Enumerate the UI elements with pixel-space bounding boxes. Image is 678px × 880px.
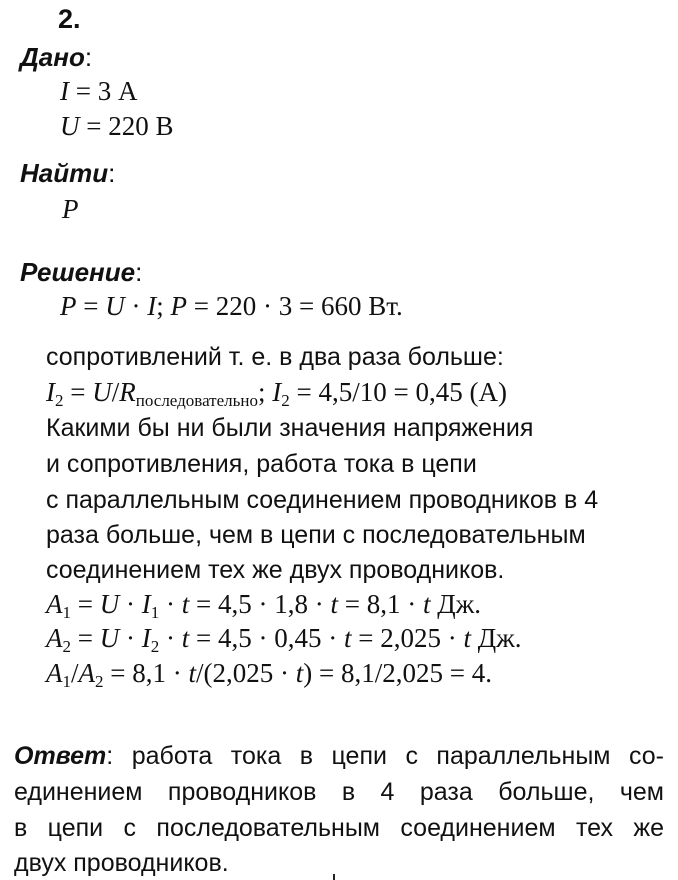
- eq-part: ·: [159, 623, 182, 653]
- eq-a: A: [46, 623, 63, 653]
- var-p: P: [62, 194, 79, 224]
- eq-t: t: [343, 623, 352, 653]
- current-value: = 3 А: [69, 76, 138, 106]
- eq-part: = 4,5 · 0,45 ·: [189, 623, 344, 653]
- eq-a: A: [78, 658, 96, 688]
- eq-i: I: [141, 623, 151, 653]
- eq-u: U: [99, 589, 120, 619]
- eq-sub: 1: [62, 672, 71, 691]
- given-current: [60, 78, 137, 105]
- body-line-6: раза больше, чем в цепи с последовательным: [46, 521, 586, 549]
- eq-a: A: [46, 589, 63, 619]
- answer-label: Ответ: [14, 742, 107, 770]
- eq-sub: 1: [62, 603, 71, 622]
- given-label: Дано: [20, 42, 85, 72]
- eq-part: = 2,025 ·: [351, 623, 464, 653]
- current-i2-equation: [46, 377, 507, 410]
- eq-part: =: [63, 377, 93, 407]
- eq-part: ;: [258, 377, 273, 407]
- eq-t: t: [295, 658, 304, 688]
- eq-part: ·: [119, 623, 142, 653]
- eq-t: t: [330, 589, 338, 619]
- work-a1-equation: [46, 589, 482, 622]
- find-value: [62, 196, 79, 223]
- eq-u: U: [99, 623, 120, 653]
- var-u: U: [60, 111, 80, 141]
- eq-i: I: [147, 291, 157, 321]
- eq-i: I: [272, 377, 282, 407]
- eq-p: P: [60, 291, 77, 321]
- eq-part: /(2,025 ·: [196, 658, 296, 688]
- answer-line-1: [14, 744, 664, 769]
- eq-sub: 2: [281, 391, 290, 410]
- eq-u: U: [105, 291, 125, 321]
- body-line-1: сопротивлений т. е. в два раза больше:: [46, 343, 504, 371]
- answer-colon: :: [106, 742, 114, 770]
- power-equation: [60, 293, 403, 320]
- eq-result: = 4,5/10 = 0,45 (А): [289, 377, 507, 407]
- body-line-3: Какими бы ни были значения напряжения: [46, 414, 534, 442]
- scan-speck: [333, 874, 335, 880]
- eq-part: = 4,5 · 1,8 ·: [189, 589, 331, 619]
- solution-heading: [20, 259, 142, 285]
- find-colon: :: [108, 158, 116, 188]
- eq-part: ·: [159, 589, 182, 619]
- eq-part: = 8,1 ·: [337, 589, 423, 619]
- eq-part: = 8,1 ·: [103, 658, 189, 688]
- body-line-5: с параллельным соединением проводников в 4: [46, 486, 599, 514]
- eq-part: =: [71, 623, 100, 653]
- eq-sub: 2: [62, 637, 71, 656]
- eq-part: ·: [119, 589, 142, 619]
- solution-colon: :: [135, 257, 143, 287]
- eq-t: t: [422, 589, 431, 619]
- voltage-value: = 220 В: [79, 111, 174, 141]
- answer-text-1: работа тока в цепи с параллельным со-: [131, 742, 664, 770]
- answer-line-4: двух проводников.: [14, 849, 229, 877]
- eq-i: I: [141, 589, 151, 619]
- eq-t: t: [463, 623, 471, 653]
- eq-sub: 2: [95, 672, 104, 691]
- find-label: Найти: [20, 158, 109, 188]
- eq-part: =: [76, 291, 106, 321]
- eq-t: t: [181, 589, 190, 619]
- eq-i: I: [46, 377, 55, 407]
- eq-result: = 220 · 3 = 660 Вт.: [187, 291, 403, 321]
- eq-unit: Дж.: [430, 589, 482, 619]
- problem-number: 2.: [58, 4, 81, 34]
- given-colon: :: [84, 42, 93, 72]
- eq-t: t: [188, 658, 196, 688]
- eq-sub: 2: [150, 637, 160, 656]
- eq-part: ·: [124, 291, 148, 321]
- eq-part: =: [71, 589, 100, 619]
- eq-u: U: [92, 377, 112, 407]
- find-heading: [20, 160, 115, 186]
- work-a2-equation: [46, 623, 522, 656]
- given-voltage: [60, 113, 174, 140]
- eq-sub: 1: [150, 603, 160, 622]
- eq-result: ) = 8,1/2,025 = 4.: [303, 658, 492, 688]
- body-line-7: соединением тех же двух проводников.: [46, 556, 505, 584]
- body-line-4: и сопротивления, работа тока в цепи: [46, 450, 477, 478]
- eq-unit: Дж.: [470, 623, 522, 653]
- eq-r: R: [119, 377, 136, 407]
- eq-part: /: [111, 377, 120, 407]
- eq-t: t: [181, 623, 190, 653]
- var-i: I: [60, 76, 69, 106]
- solution-label: Решение: [20, 257, 136, 287]
- eq-part: /: [71, 658, 79, 688]
- eq-part: ;: [156, 291, 171, 321]
- given-heading: [20, 44, 92, 70]
- answer-line-3: в цепи с последовательным соединением тех же: [14, 814, 664, 842]
- eq-p: P: [170, 291, 187, 321]
- answer-line-2: единением проводников в 4 раза больше, чем: [14, 778, 664, 806]
- eq-sub: 2: [55, 391, 64, 410]
- eq-sub: последовательно: [135, 391, 258, 410]
- eq-a: A: [46, 658, 63, 688]
- work-ratio-equation: [46, 658, 492, 691]
